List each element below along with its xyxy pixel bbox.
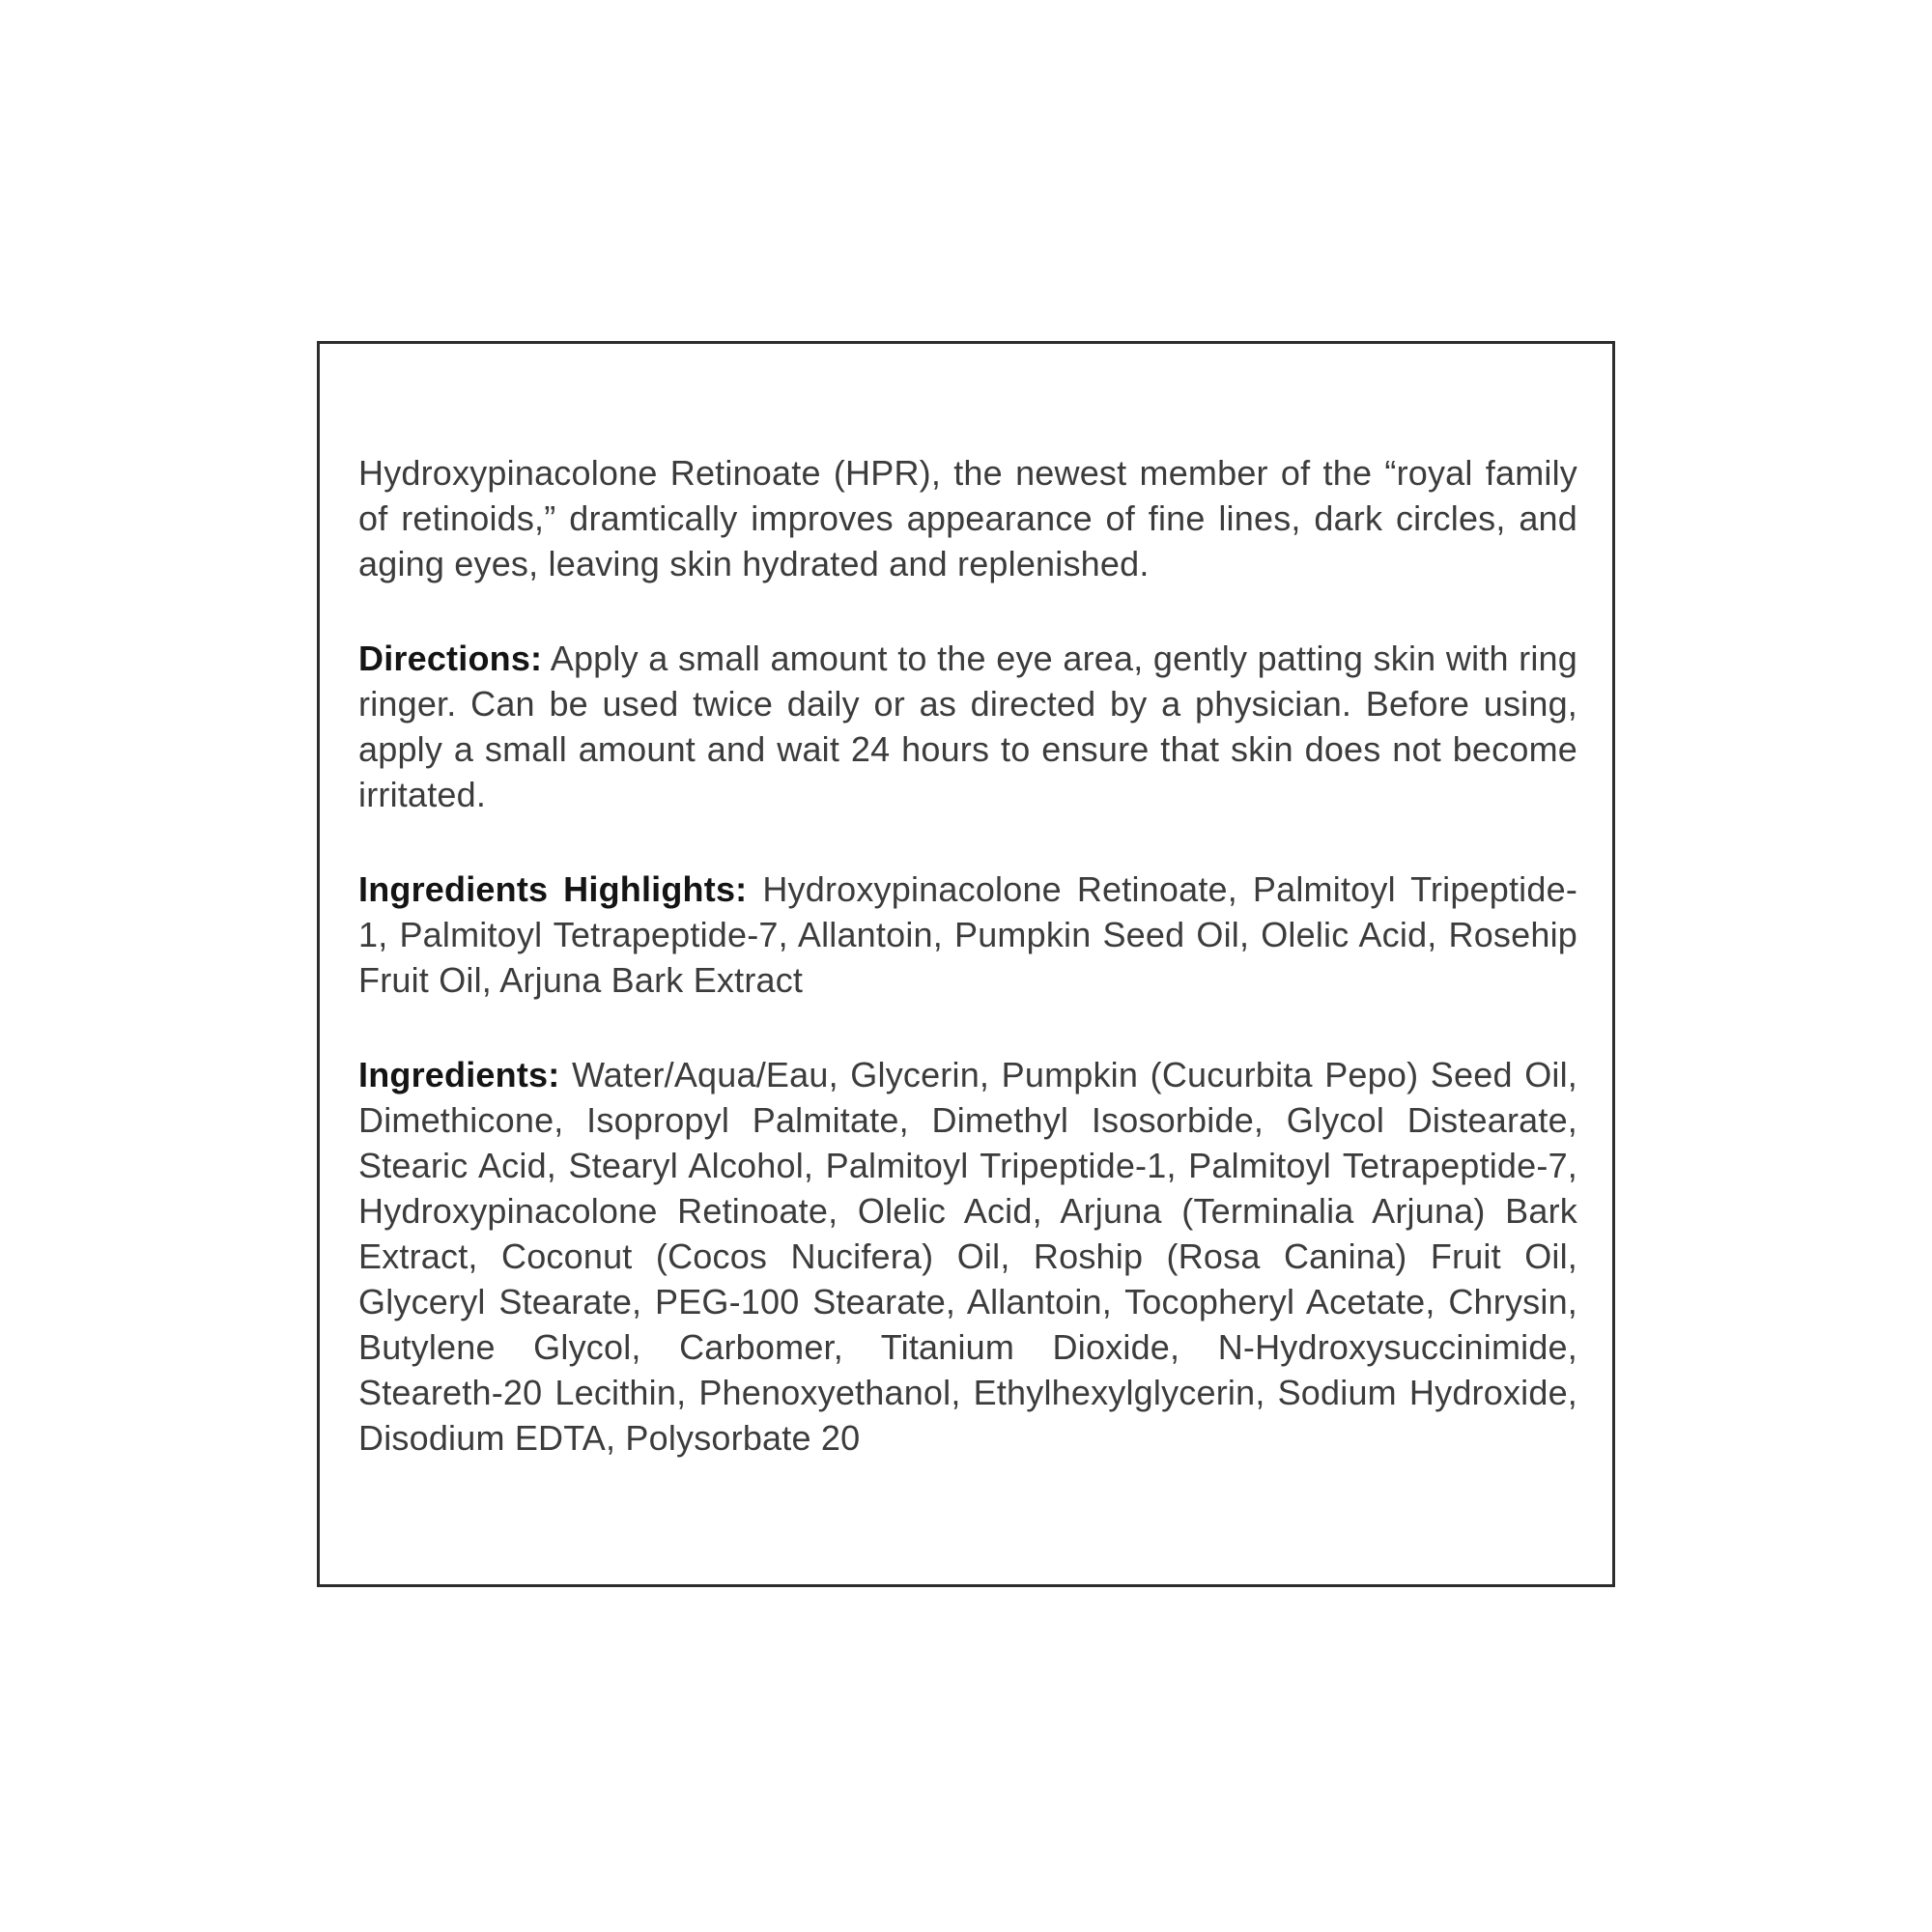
- ingredients-text: Water/Aqua/Eau, Glycerin, Pumpkin (Cucurbita Pepo) Seed Oil, Dimethicone, Isopropyl Palmitate, Dimethyl Isosorbide, Glycol Distearate, Stearic Acid, Stearyl Alcohol, Palmitoyl Tripeptide-1, Palmitoyl Tetrapeptide-7, Hydroxypinacolone Retinoate, Olelic Acid, Arjuna (Terminalia Arjuna) Bark Extract, Coconut (Cocos Nucifera) Oil, Roship (Rosa Canina) Fruit Oil, Glyceryl Stearate, PEG-100 Stearate, Allantoin, Tocopheryl Acetate, Chrysin, Butylene Glycol, Carbomer, Titanium Dioxide, N-Hydroxysuccinimide, Steareth-20 Lecithin, Phenoxyethanol, Ethylhexylglycerin, Sodium Hydroxide, Disodium EDTA, Polysorbate 20: [358, 1055, 1578, 1458]
- ingredients-highlights-text: Hydroxypinacolone Retinoate, Palmitoyl Tripeptide-1, Palmitoyl Tetrapeptide-7, Allantoin, Pumpkin Seed Oil, Olelic Acid, Rosehip Fruit Oil, Arjuna Bark Extract: [358, 869, 1578, 1000]
- intro-paragraph: [358, 450, 1577, 586]
- intro-text: Hydroxypinacolone Retinoate (HPR), the newest member of the “royal family of retinoids,” dramtically improves appearance of fine lines, dark circles, and aging eyes, leaving skin hydrated and replenished.: [358, 453, 1577, 583]
- directions-text: Apply a small amount to the eye area, gently patting skin with ring ringer. Can be used twice daily or as directed by a physician. Before using, apply a small amount and wait 24 hours to ensure that skin does not become irritated.: [358, 639, 1578, 814]
- ingredients-paragraph: [358, 1052, 1577, 1461]
- directions-paragraph: [358, 636, 1577, 817]
- ingredients-highlights-paragraph: [358, 867, 1577, 1003]
- label-border-box: [317, 341, 1615, 1587]
- ingredients-highlights-label: Ingredients Highlights:: [358, 869, 748, 909]
- ingredients-label: Ingredients:: [358, 1055, 560, 1094]
- directions-label: Directions:: [358, 639, 543, 678]
